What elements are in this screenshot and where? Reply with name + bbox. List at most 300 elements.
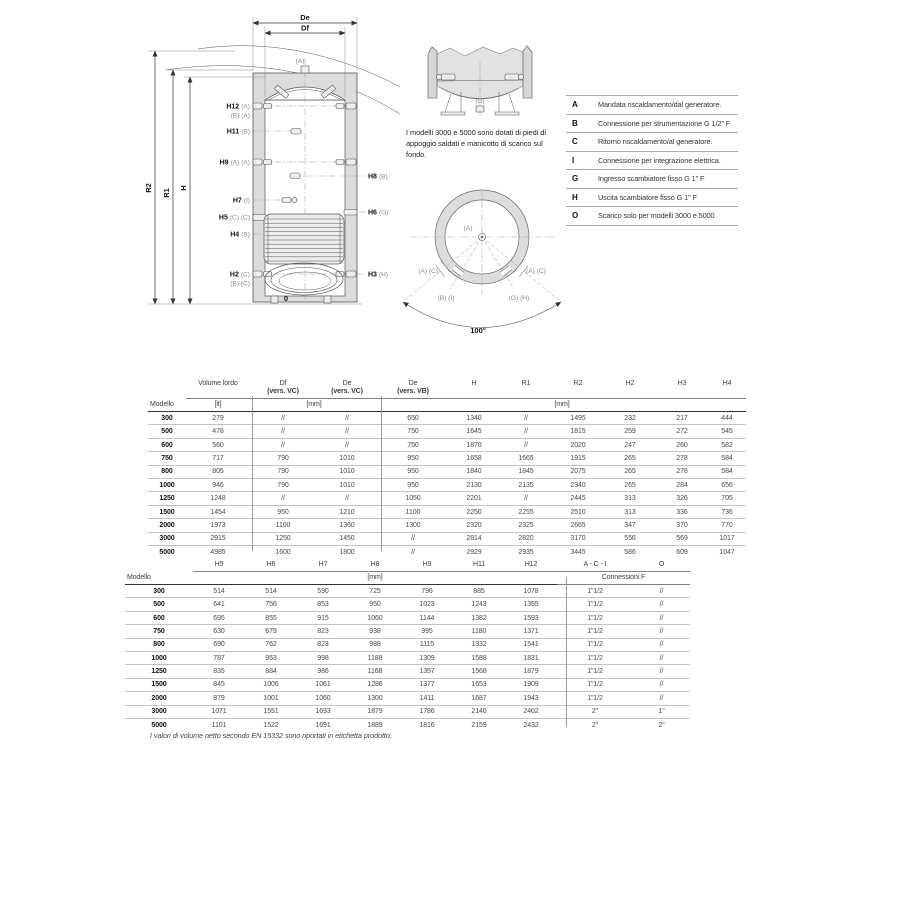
svg-text:H12(A): H12 (A) (226, 103, 250, 111)
value-cell: // (633, 652, 690, 665)
table-row (125, 718, 690, 731)
value-cell: 1645 (448, 425, 500, 438)
value-cell: 1870 (448, 438, 500, 451)
value-cell: 1845 (500, 465, 552, 478)
col-header-h7: H7 (297, 560, 349, 572)
table-row (148, 492, 746, 505)
table-1-body (148, 412, 746, 559)
value-cell: 1"1/2 (557, 652, 633, 665)
value-cell: 1495 (552, 412, 604, 425)
value-cell: 265 (604, 479, 656, 492)
col-header-h5: H5 (193, 560, 245, 572)
model-cell: 600 (148, 438, 186, 451)
value-cell: // (633, 665, 690, 678)
value-cell: // (411, 548, 415, 556)
col-header-aci: A - C - I (557, 560, 633, 572)
value-cell: 1691 (315, 721, 331, 729)
value-cell: 514 (193, 585, 245, 598)
value-cell: 1332 (453, 638, 505, 651)
value-cell: 1"1/2 (557, 638, 633, 651)
col-header-h11: H11 (453, 560, 505, 572)
value-cell: 641 (193, 598, 245, 611)
value-cell: 2" (658, 721, 665, 729)
legend-row (566, 152, 738, 171)
value-cell: 265 (604, 465, 656, 478)
col-header-volume: Volume lordo (186, 379, 250, 399)
svg-text:(B) (C): (B) (C) (230, 280, 250, 288)
value-cell: 884 (245, 665, 297, 678)
value-cell: 1006 (245, 678, 297, 691)
dim-h-label: H (179, 185, 188, 191)
value-cell: 1100 (378, 505, 448, 518)
model-cell: 3000 (125, 705, 193, 718)
value-cell: 1665 (500, 452, 552, 465)
value-cell: 444 (708, 412, 746, 425)
svg-text:H9(A) (A): H9 (A) (A) (219, 159, 250, 167)
value-cell: 1188 (349, 652, 401, 665)
value-cell: 946 (186, 479, 250, 492)
table-row (148, 546, 746, 559)
legend-desc: Ingresso scambiatore fisso G 1" F (598, 174, 705, 184)
value-cell: 762 (245, 638, 297, 651)
value-cell: 1382 (453, 611, 505, 624)
model-cell: 1000 (148, 479, 186, 492)
value-cell: 1060 (349, 611, 401, 624)
footnote: I valori di volume netto secondo EN 15332 sono riportati in etichetta prodotto. (150, 731, 392, 740)
value-cell: 950 (378, 465, 448, 478)
value-cell: 1411 (401, 692, 453, 705)
col-header-df-vc: Df (vers. VC) (250, 379, 316, 399)
value-cell: 1450 (316, 532, 378, 545)
legend-key: H (572, 192, 578, 202)
value-cell: 1"1/2 (557, 598, 633, 611)
angle-label: 100° (470, 326, 486, 335)
col-header-h9: H9 (401, 560, 453, 572)
model-cell: 800 (125, 638, 193, 651)
top-view-diagram (398, 183, 583, 338)
value-cell: 2255 (500, 505, 552, 518)
value-cell: 1687 (453, 692, 505, 705)
value-cell: 1360 (316, 519, 378, 532)
legend-desc: Scarico solo per modelli 3000 e 5000 (598, 211, 715, 221)
value-cell: 938 (349, 625, 401, 638)
dim-r2-label: R2 (144, 183, 153, 193)
value-cell: 630 (193, 625, 245, 638)
value-cell: 3170 (552, 532, 604, 545)
unit-mm: [mm] (250, 399, 378, 412)
value-cell: 2140 (453, 705, 505, 718)
model-cell: 3000 (148, 532, 186, 545)
table-row (125, 678, 690, 691)
unit-lt: [lt] (186, 399, 250, 412)
value-cell: 1010 (316, 465, 378, 478)
dim-df-label: Df (301, 23, 309, 33)
top-fitting (301, 66, 309, 73)
table-row (125, 585, 690, 598)
models-note: I modelli 3000 e 5000 sono dotati di piedi di appoggio saldati e manicotto di scarico sul fondo. (406, 128, 546, 160)
value-cell: 272 (656, 425, 708, 438)
value-cell: 2929 (466, 548, 482, 556)
value-cell: 217 (656, 412, 708, 425)
value-cell: 336 (656, 505, 708, 518)
value-cell: 1600 (275, 548, 291, 556)
value-cell: 1831 (505, 652, 557, 665)
value-cell: 1658 (448, 452, 500, 465)
value-cell: // (633, 678, 690, 691)
table-row (125, 705, 690, 718)
value-cell: 1"1/2 (557, 611, 633, 624)
dimensions-table-1 (148, 379, 746, 558)
legend-key: G (572, 174, 579, 184)
table-row (125, 638, 690, 651)
unit-mm: [mm] (193, 572, 557, 585)
table-row (148, 519, 746, 532)
value-cell: 1357 (401, 665, 453, 678)
value-cell: 950 (250, 505, 316, 518)
value-cell: 1355 (505, 598, 557, 611)
value-cell: 717 (186, 452, 250, 465)
value-cell: 1909 (505, 678, 557, 691)
value-cell: 1541 (505, 638, 557, 651)
value-cell: 1" (633, 705, 690, 718)
value-cell: 1551 (245, 705, 297, 718)
table-row (125, 611, 690, 624)
value-cell: 855 (245, 611, 297, 624)
tank-leg (271, 296, 278, 303)
col-header-h2: H2 (604, 379, 656, 399)
svg-text:H4(B): H4 (B) (230, 231, 250, 239)
value-cell: 514 (245, 585, 297, 598)
value-cell: 1010 (316, 479, 378, 492)
value-cell: 1180 (453, 625, 505, 638)
legend-key: C (572, 137, 578, 147)
value-cell: 915 (297, 611, 349, 624)
value-cell: 1915 (552, 452, 604, 465)
table-row (148, 452, 746, 465)
value-cell: 586 (624, 548, 636, 556)
value-cell: 1210 (316, 505, 378, 518)
col-header-r2: R2 (552, 379, 604, 399)
col-header-de-vc: De (vers. VC) (316, 379, 378, 399)
legend-desc: Mandata riscaldamento/dal generatore. (598, 100, 722, 110)
value-cell: 2665 (552, 519, 604, 532)
table-divider (381, 396, 382, 551)
value-cell: 1"1/2 (557, 625, 633, 638)
connections-legend (566, 95, 738, 226)
legend-desc: Connessione per integrazione elettrica. (598, 155, 721, 165)
angle-arc (403, 302, 561, 328)
table-row (148, 465, 746, 478)
value-cell: 988 (349, 638, 401, 651)
value-cell: 313 (604, 492, 656, 505)
table-row (125, 652, 690, 665)
value-cell: 278 (656, 452, 708, 465)
value-cell: 313 (604, 505, 656, 518)
table-row (125, 692, 690, 705)
value-cell: 790 (250, 479, 316, 492)
legend-row (566, 170, 738, 189)
value-cell: // (250, 438, 316, 451)
legend-desc: Ritorno riscaldamento/al generatore. (598, 137, 713, 147)
value-cell: 950 (349, 598, 401, 611)
value-cell: 1653 (453, 678, 505, 691)
value-cell: 690 (193, 638, 245, 651)
value-cell: // (316, 492, 378, 505)
value-cell: 1"1/2 (557, 665, 633, 678)
model-cell: 600 (125, 611, 193, 624)
model-cell: 500 (148, 425, 186, 438)
table-row (148, 412, 746, 425)
value-cell: 835 (193, 665, 245, 678)
value-cell: 1340 (448, 412, 500, 425)
table-row (125, 625, 690, 638)
value-cell: 556 (604, 532, 656, 545)
legend-row (566, 207, 738, 226)
value-cell: 2320 (448, 519, 500, 532)
value-cell: 2" (557, 705, 633, 718)
col-header-h4: H4 (708, 379, 746, 399)
value-cell: 750 (378, 425, 448, 438)
value-cell: // (250, 492, 316, 505)
value-cell: 590 (297, 585, 349, 598)
value-cell: // (633, 625, 690, 638)
value-cell: 790 (250, 465, 316, 478)
value-cell: 2130 (448, 479, 500, 492)
right-connections-label: (A) (C) (526, 268, 546, 275)
value-cell: 1286 (349, 678, 401, 691)
col-header-h6: H6 (245, 560, 297, 572)
value-cell: 2510 (552, 505, 604, 518)
legend-row (566, 189, 738, 208)
value-cell: 656 (708, 479, 746, 492)
value-cell: 259 (604, 425, 656, 438)
value-cell: 2915 (186, 532, 250, 545)
value-cell: 986 (297, 665, 349, 678)
bottom-left-connections-label: (B) (I) (437, 295, 455, 302)
table-divider (566, 577, 567, 727)
value-cell: 2340 (552, 479, 604, 492)
tank-section-diagram (140, 0, 400, 350)
value-cell: 584 (708, 465, 746, 478)
value-cell: 1243 (453, 598, 505, 611)
col-header-modello: Modello (148, 379, 186, 412)
model-cell: 1250 (125, 665, 193, 678)
value-cell: 805 (186, 465, 250, 478)
table-row (148, 505, 746, 518)
legend-row (566, 96, 738, 115)
value-cell: 1879 (505, 665, 557, 678)
value-cell: 569 (656, 532, 708, 545)
svg-text:H6(G): H6 (G) (368, 209, 389, 217)
value-cell: 1377 (401, 678, 453, 691)
bottom-right-connections-label: (G) (H) (508, 295, 530, 302)
value-cell: 279 (186, 412, 250, 425)
col-header-r1: R1 (500, 379, 552, 399)
legend-row (566, 115, 738, 134)
value-cell: 1568 (453, 665, 505, 678)
value-cell: 247 (604, 438, 656, 451)
value-cell: 796 (401, 585, 453, 598)
col-header-de-vb: De (vers. VB) (378, 379, 448, 399)
value-cell: 950 (378, 452, 448, 465)
value-cell: 2814 (448, 532, 500, 545)
value-cell: 823 (297, 625, 349, 638)
value-cell: 2075 (552, 465, 604, 478)
coil-heat-exchanger (264, 214, 344, 264)
top-fitting-label: (A) (295, 58, 305, 65)
dimensions-table-2 (125, 560, 690, 731)
legend-key: A (572, 100, 578, 110)
value-cell: // (250, 412, 316, 425)
svg-text:H2(C): H2 (C) (229, 271, 250, 279)
table-row (148, 425, 746, 438)
value-cell: 2935 (518, 548, 534, 556)
value-cell: 1879 (349, 705, 401, 718)
value-cell: 582 (708, 438, 746, 451)
value-cell: 2325 (500, 519, 552, 532)
svg-text:H5(C) (C): H5 (C) (C) (218, 214, 250, 222)
value-cell: 347 (604, 519, 656, 532)
table-row (148, 438, 746, 451)
legend-key: O (572, 211, 579, 221)
value-cell: // (500, 492, 552, 505)
value-cell: // (633, 692, 690, 705)
value-cell: 787 (193, 652, 245, 665)
value-cell: 260 (656, 438, 708, 451)
value-cell: 950 (378, 479, 448, 492)
value-cell: 885 (453, 585, 505, 598)
model-cell: 750 (148, 452, 186, 465)
value-cell: 284 (656, 479, 708, 492)
value-cell: 695 (193, 611, 245, 624)
model-cell: 1250 (148, 492, 186, 505)
tank-leg (324, 296, 331, 303)
value-cell: 1588 (453, 652, 505, 665)
value-cell: 2201 (448, 492, 500, 505)
model-cell: 300 (148, 412, 186, 425)
value-cell: 1001 (245, 692, 297, 705)
value-cell: 2135 (500, 479, 552, 492)
value-cell: 1"1/2 (557, 678, 633, 691)
table-2-body (125, 585, 690, 732)
model-cell: 5000 (159, 548, 175, 556)
legend-key: I (572, 155, 575, 165)
value-cell: 770 (708, 519, 746, 532)
value-cell: // (633, 638, 690, 651)
value-cell: // (316, 412, 378, 425)
value-cell: 823 (297, 638, 349, 651)
value-cell: 2432 (523, 721, 539, 729)
value-cell: // (378, 532, 448, 545)
value-cell: 1889 (367, 721, 383, 729)
legend-desc: Connessione per strumentazione G 1/2" F (598, 118, 731, 128)
value-cell: // (500, 425, 552, 438)
table-row (148, 532, 746, 545)
value-cell: 1786 (401, 705, 453, 718)
col-header-h3: H3 (656, 379, 708, 399)
value-cell: 650 (378, 412, 448, 425)
value-cell: 2402 (505, 705, 557, 718)
col-header-modello: Modello (125, 560, 193, 585)
model-cell: 1000 (125, 652, 193, 665)
value-cell: // (316, 425, 378, 438)
height-labels-right (368, 174, 388, 279)
table-row (125, 665, 690, 678)
value-cell: 1309 (401, 652, 453, 665)
value-cell: 1973 (186, 519, 250, 532)
value-cell: 1100 (250, 519, 316, 532)
model-cell: 1500 (125, 678, 193, 691)
height-labels-left (219, 104, 250, 288)
col-header-h12: H12 (505, 560, 557, 572)
drain-fitting (476, 106, 484, 112)
value-cell: 1010 (316, 452, 378, 465)
value-cell: // (500, 438, 552, 451)
value-cell: 584 (708, 452, 746, 465)
col-header-h8: H8 (349, 560, 401, 572)
value-cell: 2" (591, 721, 599, 729)
value-cell: 995 (401, 625, 453, 638)
value-cell: 232 (604, 412, 656, 425)
value-cell: 1047 (719, 548, 735, 556)
value-cell: 2250 (448, 505, 500, 518)
value-cell: 1840 (448, 465, 500, 478)
value-cell: 370 (656, 519, 708, 532)
center-label: (A) (463, 225, 473, 232)
value-cell: 750 (378, 438, 448, 451)
value-cell: 1"1/2 (557, 692, 633, 705)
value-cell: 2445 (552, 492, 604, 505)
value-cell: 545 (708, 425, 746, 438)
value-cell: 1050 (378, 492, 448, 505)
value-cell: 1800 (339, 548, 355, 556)
svg-text:H7(I): H7 (I) (232, 197, 250, 205)
drain-label: (O) (475, 98, 485, 105)
value-cell: 1061 (297, 678, 349, 691)
model-cell: 300 (125, 585, 193, 598)
svg-text:H8(B): H8 (B) (368, 173, 388, 181)
model-cell: 1500 (148, 505, 186, 518)
value-cell: 998 (297, 652, 349, 665)
connessioni-header: Connessioni F (557, 572, 690, 585)
value-cell: 679 (245, 625, 297, 638)
value-cell: 1"1/2 (557, 585, 633, 598)
value-cell: 1454 (186, 505, 250, 518)
legend-row (566, 133, 738, 152)
value-cell: 1522 (263, 721, 279, 729)
legend-desc: Uscita scambiatore fisso G 1" F (598, 192, 697, 202)
value-cell: 725 (349, 585, 401, 598)
value-cell: 478 (186, 425, 250, 438)
value-cell: 2159 (471, 721, 487, 729)
value-cell: 736 (708, 505, 746, 518)
unit-mm: [mm] (378, 399, 746, 412)
value-cell: 3445 (570, 548, 586, 556)
value-cell: 1060 (297, 692, 349, 705)
value-cell: // (316, 438, 378, 451)
value-cell: 756 (245, 598, 297, 611)
value-cell: 790 (250, 452, 316, 465)
value-cell: 853 (297, 598, 349, 611)
col-header-h: H (448, 379, 500, 399)
value-cell: 265 (604, 452, 656, 465)
value-cell: 1144 (401, 611, 453, 624)
dim-r1-label: R1 (162, 188, 171, 198)
value-cell: 1816 (419, 721, 435, 729)
value-cell: 1300 (349, 692, 401, 705)
legend-key: B (572, 118, 578, 128)
value-cell: // (633, 611, 690, 624)
